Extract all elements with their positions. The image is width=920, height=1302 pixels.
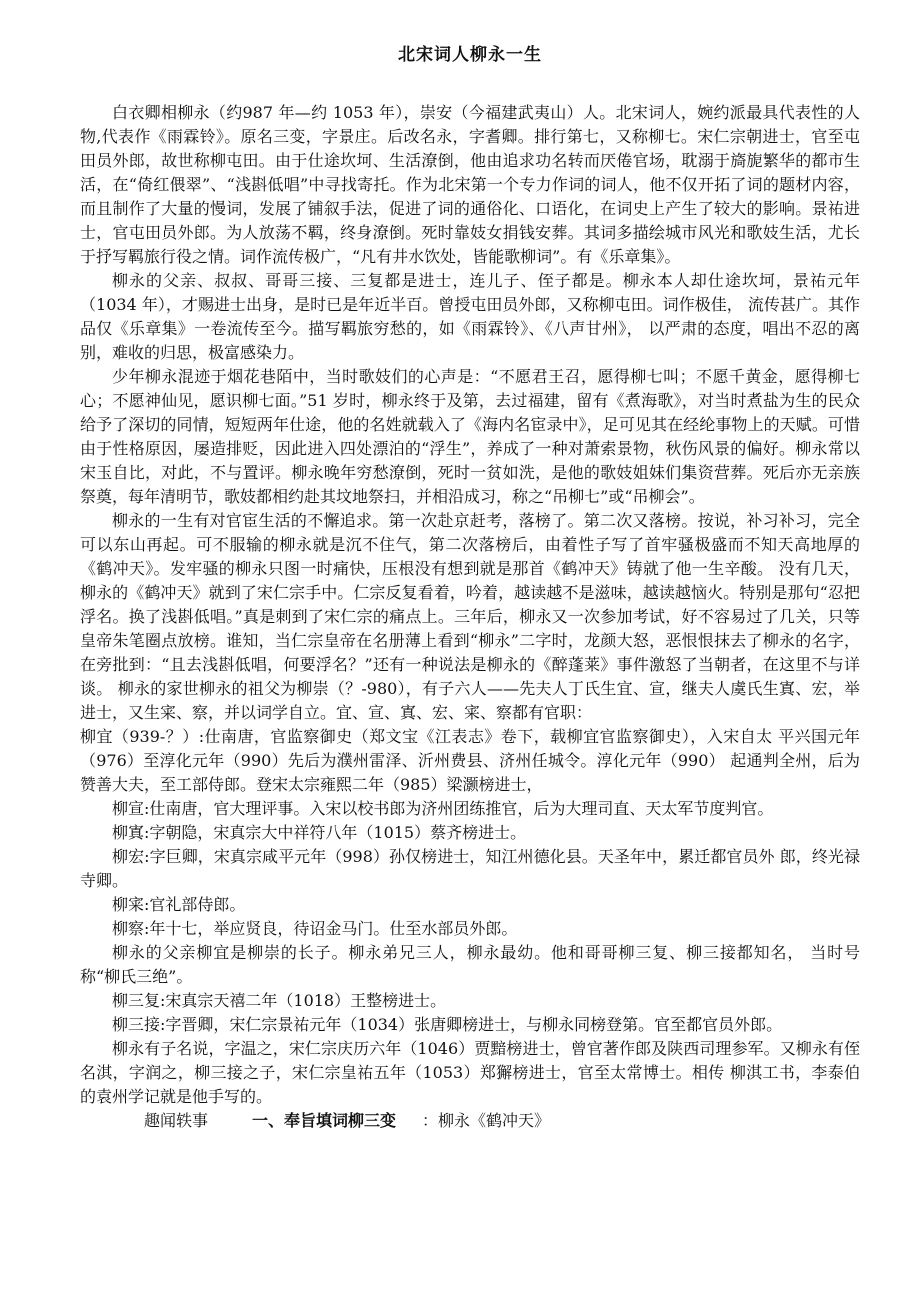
section-subtitle: ：柳永《鹤冲天》 bbox=[422, 1111, 551, 1130]
paragraph-liu-xuan: 柳宣:仕南唐，官大理评事。入宋以校书郎为济州团练推官，后为大理司直、天太军节度判官。 bbox=[112, 799, 774, 818]
anecdote-line bbox=[80, 1109, 860, 1133]
paragraph-liu-sanjie: 柳三接:字晋卿，宋仁宗景祐元年（1034）张唐卿榜进士，与柳永同榜登第。官至都官员外郎。 bbox=[112, 1015, 783, 1034]
paragraph-liu-cha: 柳察:年十七，举应贤良，待诏金马门。仕至水部员外郎。 bbox=[112, 919, 518, 938]
paragraph-career: 柳永的一生有对官宦生活的不懈追求。第一次赴京赶考，落榜了。第二次又落榜。按说，补习补习，完全可以东山再起。可不服输的柳永就是沉不住气，第二次落榜后，由着性子写了首牢骚极盛而不知天高地厚的《鹤冲天》。发牢骚的柳永只图一时痛快，压根没有想到就是那首《鹤冲天》铸就了他一生辛酸。 没有几天，柳永的《鹤冲天》就到了宋仁宗手中。仁宗反复看着，吟着，越读越不是滋味，越读越恼火。特别是那句“忍把浮名。换了浅斟低唱。”真是刺到了宋仁宗的痛点上。三年后，柳永又一次参加考试，好不容易过了几关，只等皇帝朱笔圈点放榜。谁知，当仁宗皇帝在名册薄上看到“柳永”二字时，龙颜大怒，恶恨恨抹去了柳永的名字，在旁批到：“且去浅斟低唱，何要浮名？”还有一种说法是柳永的《醉蓬莱》事件激怒了当朝者，在这里不与详谈。 柳永的家世柳永的祖父为柳崇（？-980），有子六人——先夫人丁氏生宜、宣，继夫人虞氏生寘、宏，举进士，又生宷、察，并以词学自立。宜、宣、寘、宏、宷、察都有官职： bbox=[80, 511, 860, 722]
paragraph-liu-yi: 柳宜（939-？）:仕南唐，官监察御史（郑文宝《江表志》卷下，载柳宜官监察御史），入宋自太 平兴国元年（976）至淳化元年（990）先后为濮州雷泽、沂州费县、济州任城令。淳化元年（990） 起通判全州，后为赞善大夫，至工部侍郎。登宋太宗雍熙二年（985）梁灏榜进士， bbox=[80, 727, 860, 794]
paragraph-youth: 少年柳永混迹于烟花巷陌中，当时歌妓们的心声是：“不愿君王召，愿得柳七叫；不愿千黄金，愿得柳七心；不愿神仙见，愿识柳七面。”51 岁时，柳永终于及第，去过福建，留有《煮海歌》，对当时煮盐为生的民众给予了深切的同情，短短两年仕途，他的名姓就载入了《海内名宦录中》，足可见其在经纶事物上的天赋。可惜由于性格原因，屡造排贬，因此进入四处漂泊的“浮生”，养成了一种对萧索景物，秋伤风景的偏好。柳永常以宋玉自比，对此，不与置评。柳永晚年穷愁潦倒，死时一贫如洗，是他的歌妓姐妹们集资营葬。死后亦无亲族祭奠，每年清明节，歌妓都相约赴其坟地祭扫，并相沿成习，称之“吊柳七”或“吊柳会”。 bbox=[80, 367, 860, 506]
paragraph-intro: 白衣卿相柳永（约987 年—约 1053 年），崇安（今福建武夷山）人。北宋词人，婉约派最具代表性的人物,代表作《雨霖铃》。原名三变，字景庄。后改名永，字耆卿。排行第七，又称柳七。宋仁宗朝进士，官至屯田员外郎，故世称柳屯田。由于仕途坎坷、生活潦倒，他由追求功名转而厌倦官场，耽溺于旖旎繁华的都市生活，在“倚红偎翠”、“浅斟低唱”中寻找寄托。作为北宋第一个专力作词的词人，他不仅开拓了词的题材内容，而且制作了大量的慢词，发展了铺叙手法，促进了词的通俗化、口语化，在词史上产生了较大的影响。景祐进士，官屯田员外郎。为人放荡不羁，终身潦倒。死时靠妓女捐钱安葬。其词多描绘城市风光和歌妓生活，尤长于抒写羁旅行役之情。词作流传极广，“凡有井水饮处，皆能歌柳词”。有《乐章集》。 bbox=[80, 103, 860, 266]
anecdote-label: 趣闻轶事 bbox=[144, 1111, 209, 1130]
document-body bbox=[80, 101, 860, 1133]
paragraph-liu-zhi: 柳寘:字朝隐，宋真宗大中祥符八年（1015）蔡齐榜进士。 bbox=[112, 823, 527, 842]
paragraph-descendants: 柳永有子名说，字温之，宋仁宗庆历六年（1046）贾黯榜进士，曾官著作郎及陕西司理参军。又柳永有侄名淇，字润之，柳三接之子，宋仁宗皇祐五年（1053）郑獬榜进士，官至太常博士。相传 柳淇工书，李泰伯的袁州学记就是他手写的。 bbox=[80, 1039, 860, 1106]
paragraph-liu-hong: 柳宏:字巨卿，宋真宗咸平元年（998）孙仅榜进士，知江州德化县。天圣年中，累迁都官员外 郎，终光禄寺卿。 bbox=[80, 847, 860, 890]
paragraph-liu-sanfu: 柳三复:宋真宗天禧二年（1018）王整榜进士。 bbox=[112, 991, 447, 1010]
paragraph-liu-shen: 柳宷:官礼部侍郎。 bbox=[112, 895, 246, 914]
paragraph-brothers: 柳永的父亲柳宜是柳崇的长子。柳永弟兄三人，柳永最幼。他和哥哥柳三复、柳三接都知名， 当时号称“柳氏三绝”。 bbox=[80, 943, 860, 986]
section-heading: 一、奉旨填词柳三变 bbox=[252, 1111, 397, 1130]
document-page bbox=[80, 40, 860, 1133]
paragraph-family: 柳永的父亲、叔叔、哥哥三接、三复都是进士，连儿子、侄子都是。柳永本人却仕途坎坷，景祐元年（1034 年），才赐进士出身，是时已是年近半百。曾授屯田员外郎，又称柳屯田。词作极佳， 流传甚广。其作品仅《乐章集》一卷流传至今。描写羁旅穷愁的，如《雨霖铃》、《八声甘州》， 以严肃的态度，唱出不忍的离别，难收的归思，极富感染力。 bbox=[80, 271, 860, 362]
page-title: 北宋词人柳永一生 bbox=[398, 45, 542, 65]
